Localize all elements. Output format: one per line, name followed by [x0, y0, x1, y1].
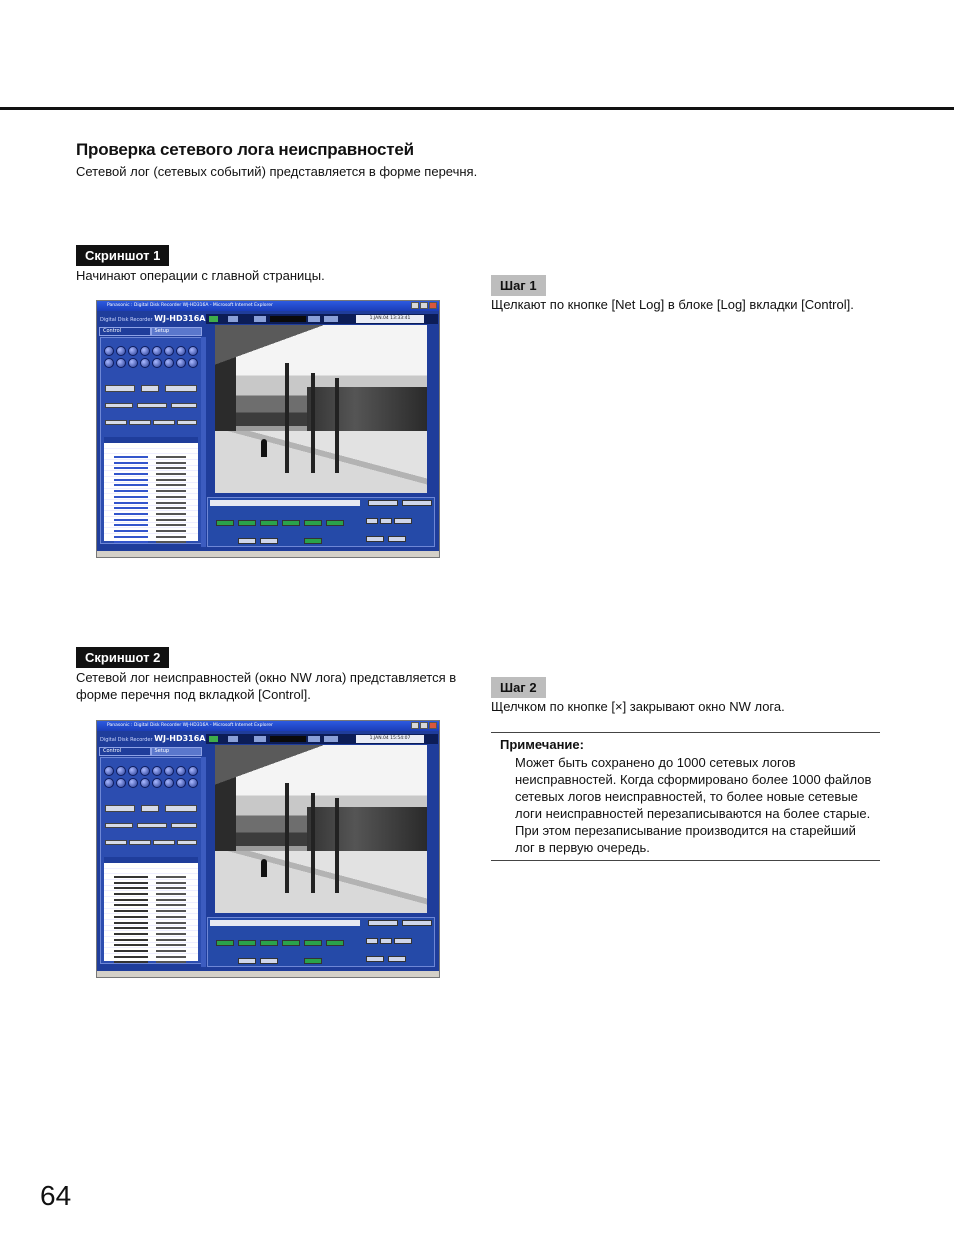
note-box [491, 732, 880, 861]
toolbar [206, 734, 438, 744]
network-log-list [104, 857, 198, 961]
clock: 1.JAN.04 13:33:41 [356, 315, 424, 323]
step1-label: Шаг 1 [491, 275, 546, 296]
status-bar [97, 551, 439, 557]
close-icon [429, 722, 437, 729]
screenshot1-label: Скриншот 1 [76, 245, 169, 266]
screenshot2-label: Скриншот 2 [76, 647, 169, 668]
playback-controls [207, 497, 435, 547]
window-buttons [411, 302, 437, 309]
tab-control: Control [99, 327, 151, 336]
brand: Digital Disk Recorder WJ-HD316A [100, 734, 206, 743]
maximize-icon [420, 722, 428, 729]
step2-label: Шаг 2 [491, 677, 546, 698]
tab-bar [99, 747, 202, 756]
camera-image [215, 745, 427, 913]
minimize-icon [411, 302, 419, 309]
camera-buttons [104, 346, 200, 368]
control-panel [100, 757, 202, 964]
camera-image [215, 325, 427, 493]
close-icon [429, 302, 437, 309]
step1-text: Щелкают по кнопке [Net Log] в блоке [Log] вкладки [Control]. [491, 297, 854, 312]
control-panel [100, 337, 202, 544]
screenshot1-caption: Начинают операции с главной страницы. [76, 268, 325, 283]
clock: 1.JAN.04 15:54:07 [356, 735, 424, 743]
page-number: 64 [40, 1180, 72, 1211]
note-heading: Примечание: [500, 737, 584, 752]
intro-text: Сетевой лог (сетевых событий) представляется в форме перечня. [76, 164, 478, 179]
window-buttons [411, 722, 437, 729]
minimize-icon [411, 722, 419, 729]
scrollbar [201, 337, 206, 547]
brand: Digital Disk Recorder WJ-HD316A [100, 314, 206, 323]
note-text: Может быть сохранено до 1000 сетевых логов неисправностей. Когда сформировано более 1000 файлов сетевых логов неисправностей, то более новые сетевые логи неисправностей перезаписываются на более старые. При этом перезаписывание производится на старейший лог в первую очередь. [515, 755, 872, 855]
step2-text: Щелчком по кнопке [×] закрывают окно NW лога. [491, 699, 785, 714]
camera-buttons [104, 766, 200, 788]
log-list [104, 437, 198, 541]
top-rule [0, 107, 954, 110]
screenshot1-image [96, 300, 440, 558]
page-title: Проверка сетевого лога неисправностей [76, 140, 414, 159]
tab-bar [99, 327, 202, 336]
screenshot2-caption: Сетевой лог неисправностей (окно NW лога) представляется в форме перечня под вкладкой [Control]. [76, 670, 457, 702]
window-titlebar: Panasonic : Digital Disk Recorder WJ-HD316A - Microsoft Internet Explorer [97, 301, 439, 311]
scrollbar [201, 757, 206, 967]
tab-setup: Setup [151, 327, 203, 336]
screenshot2-image [96, 720, 440, 978]
window-titlebar: Panasonic : Digital Disk Recorder WJ-HD316A - Microsoft Internet Explorer [97, 721, 439, 731]
playback-controls [207, 917, 435, 967]
maximize-icon [420, 302, 428, 309]
tab-control: Control [99, 747, 151, 756]
tab-setup: Setup [151, 747, 203, 756]
status-bar [97, 971, 439, 977]
toolbar [206, 314, 438, 324]
